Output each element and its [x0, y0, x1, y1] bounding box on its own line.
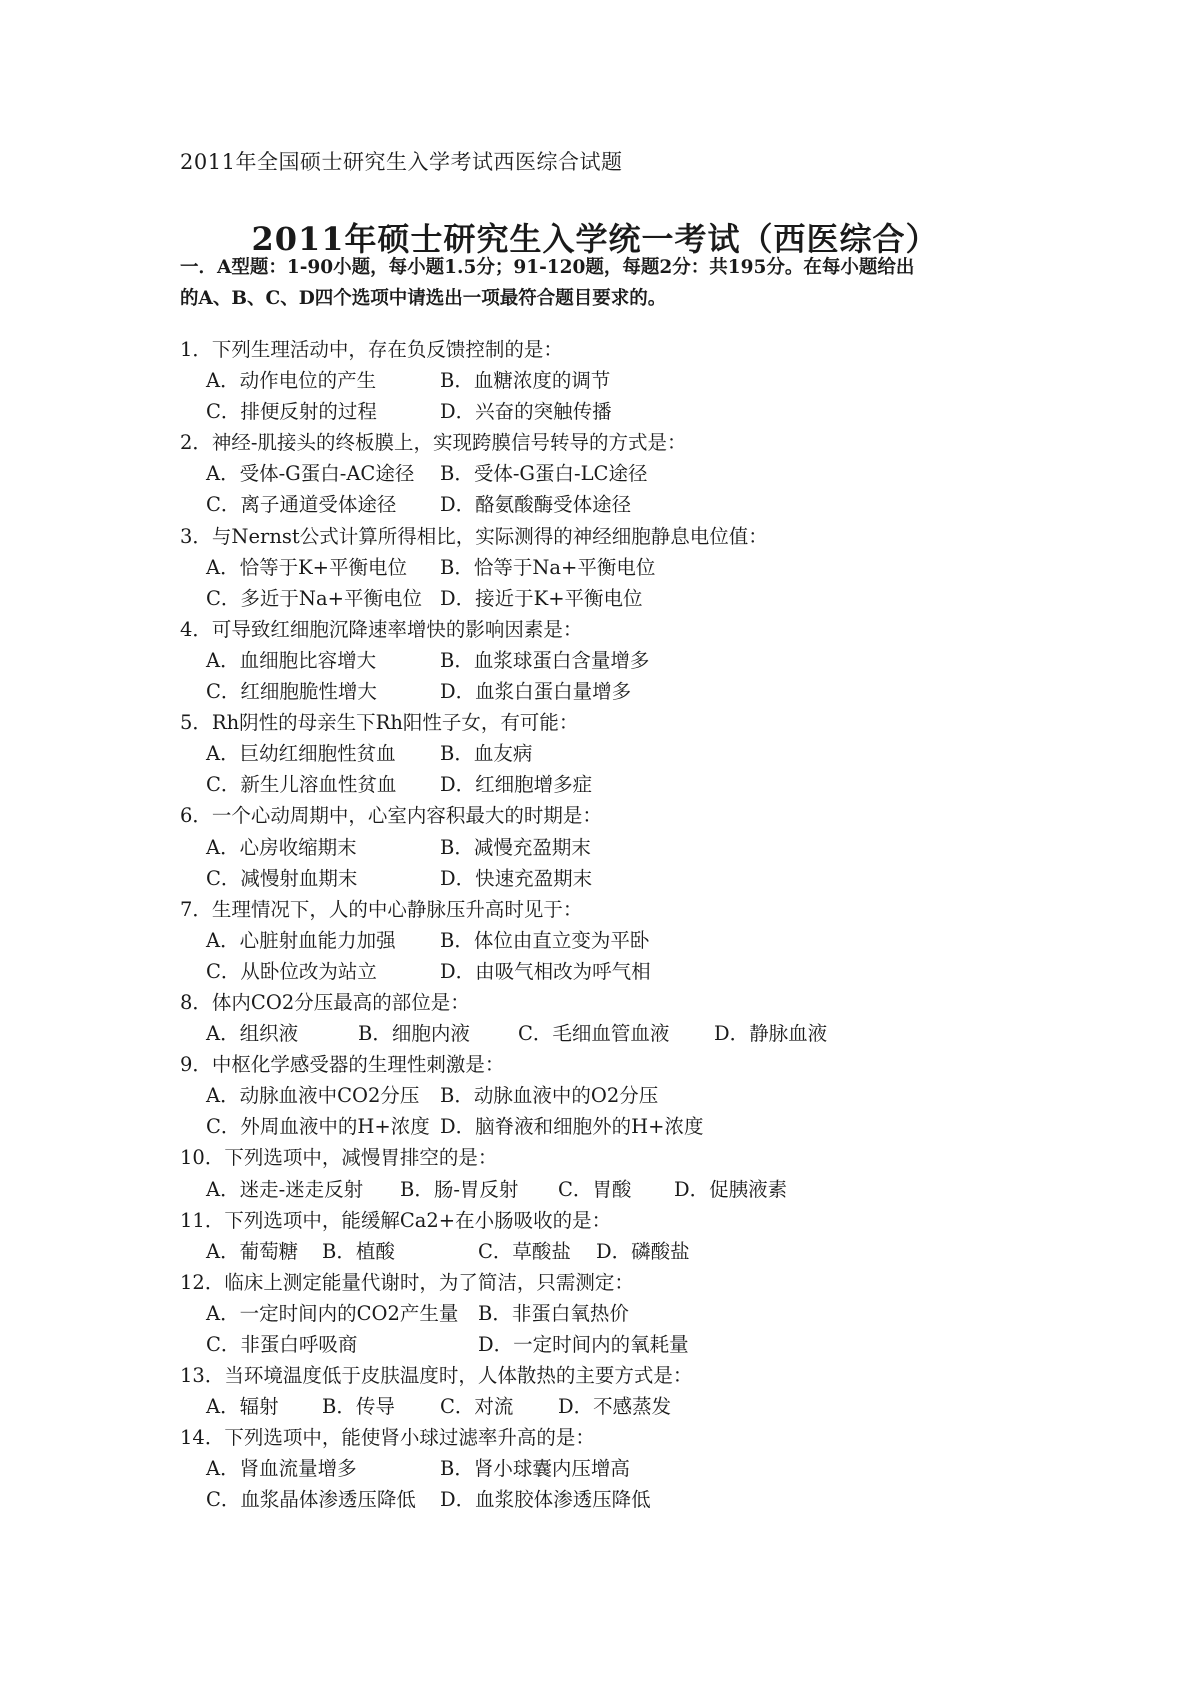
question-stem: 11．下列选项中，能缓解Ca2+在小肠吸收的是：: [180, 1208, 612, 1232]
option-d: D．促胰液素: [674, 1177, 788, 1201]
option-d: D．静脉血液: [714, 1022, 828, 1046]
option-b: B．血糖浓度的调节: [440, 369, 611, 393]
option-row: [180, 1174, 1080, 1205]
option-d: D．接近于K+平衡电位: [440, 586, 643, 610]
question-stem: 2．神经-肌接头的终板膜上，实现跨膜信号转导的方式是：: [180, 431, 687, 455]
option-row: [180, 738, 1080, 769]
option-d: D．红细胞增多症: [440, 773, 593, 797]
option-a: A．葡萄糖: [206, 1239, 299, 1263]
question-stem: 9．中枢化学感受器的生理性刺激是：: [180, 1053, 505, 1077]
option-a: A．恰等于K+平衡电位: [206, 555, 407, 579]
option-c: C．从卧位改为站立: [206, 959, 377, 983]
option-row: [180, 769, 1080, 800]
option-b: B．血浆球蛋白含量增多: [440, 648, 650, 672]
option-b: B．受体-G蛋白-LC途径: [440, 462, 648, 486]
document-header: 2011年全国硕士研究生入学考试西医综合试题: [180, 150, 623, 174]
instructions-line-2: 的A、B、C、D四个选项中请选出一项最符合题目要求的。: [180, 288, 667, 309]
option-d: D．不感蒸发: [558, 1395, 672, 1419]
question-stem: 1．下列生理活动中，存在负反馈控制的是：: [180, 338, 563, 361]
option-row: [180, 676, 1080, 707]
option-a: A．一定时间内的CO2产生量: [206, 1301, 459, 1325]
option-b: B．非蛋白氧热价: [478, 1301, 629, 1325]
option-a: A．巨幼红细胞性贫血: [206, 742, 396, 766]
option-c: C．血浆晶体渗透压降低: [206, 1488, 416, 1512]
question-stem: 6．一个心动周期中，心室内容积最大的时期是：: [180, 804, 602, 828]
option-c: C．毛细血管血液: [518, 1022, 670, 1046]
option-b: B．肾小球囊内压增高: [440, 1457, 630, 1481]
option-b: B．植酸: [322, 1239, 395, 1263]
option-a: A．血细胞比容增大: [206, 648, 377, 672]
option-c: C．胃酸: [558, 1177, 632, 1201]
question-stem: 14．下列选项中，能使肾小球过滤率升高的是：: [180, 1426, 595, 1450]
option-a: A．心脏射血能力加强: [206, 928, 396, 952]
option-row: [180, 365, 1080, 396]
option-row: [180, 583, 1080, 614]
option-row: [180, 1329, 1080, 1360]
option-c: C．多近于Na+平衡电位: [206, 586, 422, 610]
question-stem: 7．生理情况下，人的中心静脉压升高时见于：: [180, 897, 583, 921]
option-d: D．血浆胶体渗透压降低: [440, 1488, 651, 1512]
option-b: B．血友病: [440, 742, 533, 766]
option-row: [180, 956, 1080, 987]
option-row: [180, 458, 1080, 489]
option-row: [180, 552, 1080, 583]
option-a: A．动脉血液中CO2分压: [206, 1084, 420, 1108]
option-row: [180, 1298, 1080, 1329]
option-a: A．迷走-迷走反射: [206, 1177, 364, 1201]
question-stem: 5．Rh阴性的母亲生下Rh阳性子女，有可能：: [180, 711, 579, 735]
option-a: A．心房收缩期末: [206, 835, 357, 859]
instructions-line-1: 一．A型题：1-90小题，每小题1.5分；91-120题，每题2分：共195分。在每小题给出: [180, 257, 915, 278]
question-stem: 10．下列选项中，减慢胃排空的是：: [180, 1146, 498, 1170]
question-list: [180, 334, 1080, 1516]
option-c: C．新生儿溶血性贫血: [206, 773, 397, 797]
option-b: B．细胞内液: [358, 1022, 470, 1046]
option-d: D．兴奋的突触传播: [440, 400, 612, 424]
question-stem: 13．当环境温度低于皮肤温度时，人体散热的主要方式是：: [180, 1364, 693, 1388]
option-a: A．组织液: [206, 1022, 299, 1046]
document-title: 2011年硕士研究生入学统一考试（西医综合）: [251, 220, 939, 258]
option-row: [180, 489, 1080, 520]
option-c: C．排便反射的过程: [206, 400, 377, 424]
option-c: C．红细胞脆性增大: [206, 680, 377, 704]
option-row: [180, 1453, 1080, 1484]
option-b: B．体位由直立变为平卧: [440, 928, 650, 952]
option-row: [180, 396, 1080, 427]
option-d: D．快速充盈期末: [440, 866, 593, 890]
question-stem: 4．可导致红细胞沉降速率增快的影响因素是：: [180, 617, 583, 641]
option-a: A．动作电位的产生: [206, 369, 377, 393]
option-d: D．由吸气相改为呼气相: [440, 959, 651, 983]
option-d: D．血浆白蛋白量增多: [440, 680, 632, 704]
question-stem: 3．与Nernst公式计算所得相比，实际测得的神经细胞静息电位值：: [180, 524, 768, 548]
option-c: C．对流: [440, 1395, 514, 1419]
option-row: [180, 1236, 1080, 1267]
option-row: [180, 645, 1080, 676]
option-row: [180, 863, 1080, 894]
option-a: A．辐射: [206, 1395, 279, 1419]
option-c: C．非蛋白呼吸商: [206, 1333, 358, 1356]
option-b: B．动脉血液中的O2分压: [440, 1084, 659, 1108]
option-row: [180, 1018, 1080, 1049]
option-a: A．肾血流量增多: [206, 1457, 357, 1481]
option-a: A．受体-G蛋白-AC途径: [206, 462, 415, 486]
option-c: C．草酸盐: [478, 1239, 571, 1263]
option-c: C．外周血液中的H+浓度: [206, 1115, 430, 1139]
question-stem: 8．体内CO2分压最高的部位是：: [180, 990, 470, 1014]
option-b: B．肠-胃反射: [400, 1177, 519, 1201]
option-row: [180, 1111, 1080, 1142]
option-d: D．磷酸盐: [596, 1239, 690, 1263]
option-c: C．离子通道受体途径: [206, 493, 397, 517]
option-row: [180, 1391, 1080, 1422]
option-row: [180, 832, 1080, 863]
option-row: [180, 925, 1080, 956]
option-c: C．减慢射血期末: [206, 866, 358, 890]
option-d: D．脑脊液和细胞外的H+浓度: [440, 1115, 704, 1139]
option-b: B．恰等于Na+平衡电位: [440, 555, 656, 579]
option-d: D．一定时间内的氧耗量: [478, 1333, 689, 1356]
option-row: [180, 1080, 1080, 1111]
option-b: B．减慢充盈期末: [440, 835, 591, 859]
option-row: [180, 1484, 1080, 1515]
question-stem: 12．临床上测定能量代谢时，为了简洁，只需测定：: [180, 1270, 634, 1294]
option-b: B．传导: [322, 1395, 395, 1419]
option-d: D．酪氨酸酶受体途径: [440, 493, 632, 517]
